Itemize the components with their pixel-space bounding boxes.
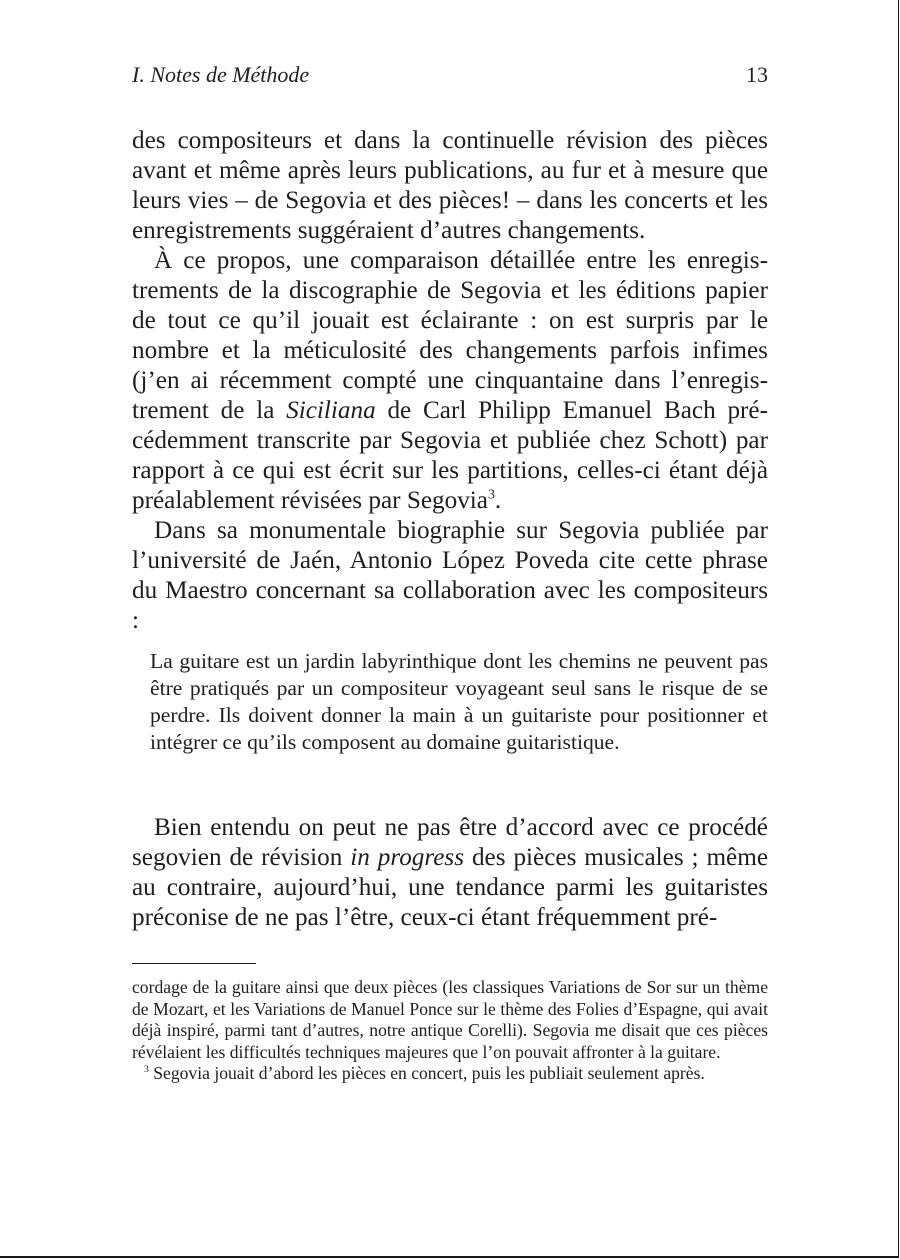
page-number: 13 (746, 62, 768, 87)
paragraph-1-text: des compositeurs et dans la continuelle révision des pièces avant et même après leurs publications, au fur et à mesure que leurs vies – de Segovia et des pièces! – dans les concerts et les enregistrements suggéraient d’autres changements. (132, 127, 768, 244)
footnote-separator (132, 963, 256, 964)
main-text-block-2 (132, 813, 768, 933)
footnote-3-text: Segovia jouait d’abord les pièces en concert, puis les publiait seulement après. (148, 1063, 705, 1083)
running-header (132, 60, 768, 90)
paragraph-4-text-a: Bien entendu on peut ne pas être d’accord avec ce procédé segovien de révision (132, 814, 768, 871)
footnote-3 (132, 1063, 768, 1085)
main-text-block (132, 126, 768, 636)
italic-title-siciliana: Siciliana (286, 397, 376, 424)
paragraph-1 (132, 126, 768, 246)
paragraph-2-text-b: de Carl Philipp Emanuel Bach précédemment transcrite par Segovia et publiée chez Schott) par rapport à ce qui est écrit sur les partitions, celles-ci étant déjà préalablement révisées par Segovia (132, 397, 768, 514)
paragraph-3 (132, 516, 768, 636)
paragraph-2-end: . (494, 487, 502, 514)
footnotes (132, 977, 768, 1085)
paragraph-4 (132, 813, 768, 933)
footnote-3-marker: 3 (144, 1064, 149, 1076)
block-quote: La guitare est un jardin labyrinthique dont les chemins ne peuvent pas être pratiqués par un compositeur voyageant seul sans le risque de se perdre. Ils doivent donner la main à un guitariste pour positionner et intégrer ce qu’ils composent au domaine guitaristique. (150, 649, 768, 754)
italic-phrase-in-progress: in progress (350, 844, 465, 871)
footnote-ref-3[interactable]: 3 (487, 486, 495, 502)
paragraph-2 (132, 246, 768, 516)
paragraph-2-text-a: À ce propos, une comparaison détaillée entre les enregistrements de la discographie de Segovia et les éditions papier de tout ce qu’il jouait est éclairante : on est surpris par le nombre et la méticulosité des changements parfois infimes (j’en ai récemment compté une cinquantaine dans l’enregistrement de la (132, 247, 768, 424)
running-title: I. Notes de Méthode (132, 62, 310, 87)
footnote-continued: cordage de la guitare ainsi que deux pièces (les classiques Variations de Sor sur un thème de Mozart, et les Variations de Manuel Ponce sur le thème des Folies d’Espagne, qui avait déjà inspiré, parmi tant d’autres, notre antique Corelli). Segovia me disait que ces pièces révélaient les difficultés techniques majeures que l’on pouvait affronter à la guitare. (132, 977, 768, 1062)
paragraph-3-text: Dans sa monumentale biographie sur Segovia publiée par l’université de Jaén, Antonio López Poveda cite cette phrase du Maestro concernant sa collaboration avec les compositeurs : (132, 517, 768, 634)
paragraph-4-text-b: des pièces musicales ; même au contraire, aujourd’hui, une tendance parmi les guitaristes préconise de ne pas l’être, ceux-ci étant fréquemment pré- (132, 844, 769, 931)
